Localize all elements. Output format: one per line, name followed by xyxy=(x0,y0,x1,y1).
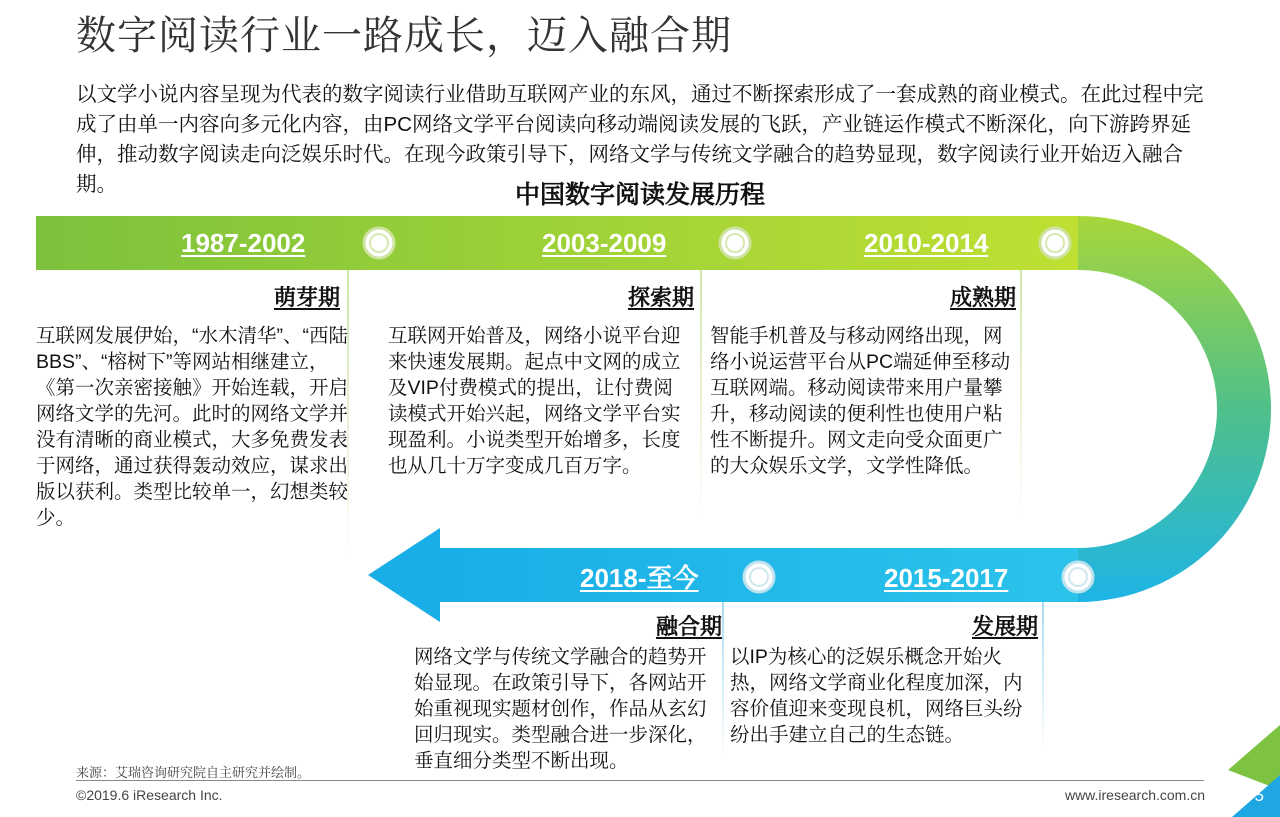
phase-stage-1: 萌芽期 xyxy=(273,285,340,310)
phase-description-4: 以IP为核心的泛娱乐概念开始火热，网络文学商业化程度加深，内容价值迎来变现良机，网络巨头纷纷出手建立自己的生态链。 xyxy=(730,646,1023,746)
separator-line-3 xyxy=(1020,270,1022,520)
phase-years-1: 1987-2002 xyxy=(181,228,306,258)
phase-stage-4: 发展期 xyxy=(971,614,1038,639)
milestone-circle-2 xyxy=(720,228,750,258)
source-note: 来源：艾瑞咨询研究院自主研究并绘制。 xyxy=(76,765,311,780)
diagram-title: 中国数字阅读发展历程 xyxy=(514,181,765,209)
phase-description-5: 网络文学与传统文学融合的趋势开始显现。在政策引导下，各网站开始重视现实题材创作，作品从玄幻回归现实。类型融合进一步深化，垂直细分类型不断出现。 xyxy=(414,646,707,772)
phase-years-5: 2018-至今 xyxy=(580,563,699,593)
phase-description-2: 互联网开始普及，网络小说平台迎来快速发展期。起点中文网的成立及VIP付费模式的提出，让付费阅读模式开始兴起，网络文学平台实现盈利。小说类型开始增多，长度也从几十万字变成几百万字。 xyxy=(388,325,681,477)
phase-description-3: 智能手机普及与移动网络出现，网络小说运营平台从PC端延伸至移动互联网端。移动阅读带来用户量攀升，移动阅读的便利性也使用户粘性不断提升。网文走向受众面更广的大众娱乐文学，文学性降低。 xyxy=(710,325,1011,477)
phase-stage-5: 融合期 xyxy=(655,614,722,639)
separator-line-5 xyxy=(1042,602,1044,752)
milestone-circle-3 xyxy=(1040,228,1070,258)
phase-years-2: 2003-2009 xyxy=(542,228,667,258)
page-title: 数字阅读行业一路成长，迈入融合期 xyxy=(76,14,732,58)
phase-years-3: 2010-2014 xyxy=(864,228,989,258)
intro-paragraph: 以文学小说内容呈现为代表的数字阅读行业借助互联网产业的东风，通过不断探索形成了一套成熟的商业模式。在此过程中完成了由单一内容向多元化内容，由PC网络文学平台阅读向移动端阅读发展的飞跃，产业链运作模式不断深化，向下游跨界延伸，推动数字阅读走向泛娱乐时代。在现今政策引导下，网络文学与传统文学融合的趋势显现，数字阅读行业开始迈入融合期。 xyxy=(76,83,1204,196)
phase-stage-3: 成熟期 xyxy=(949,285,1016,310)
phase-stage-2: 探索期 xyxy=(627,285,694,310)
milestone-circle-5 xyxy=(744,562,774,592)
milestone-circle-1 xyxy=(364,228,394,258)
separator-line-2 xyxy=(700,270,702,520)
phase-years-4: 2015-2017 xyxy=(884,563,1009,593)
copyright: ©2019.6 iResearch Inc. xyxy=(76,787,223,803)
website-link[interactable]: www.iresearch.com.cn xyxy=(1064,787,1205,803)
page-number: 5 xyxy=(1254,786,1264,805)
separator-line-4 xyxy=(722,602,724,762)
footer-divider xyxy=(76,780,1204,781)
phase-description-1: 互联网发展伊始，“水木清华”、“西陆BBS”、“榕树下”等网站相继建立，《第一次亲密接触》开始连载，开启网络文学的先河。此时的网络文学并没有清晰的商业模式，大多免费发表于网络，通过获得轰动效应，谋求出版以获利。类型比较单一，幻想类较少。 xyxy=(36,325,349,529)
milestone-circle-4 xyxy=(1063,562,1093,592)
